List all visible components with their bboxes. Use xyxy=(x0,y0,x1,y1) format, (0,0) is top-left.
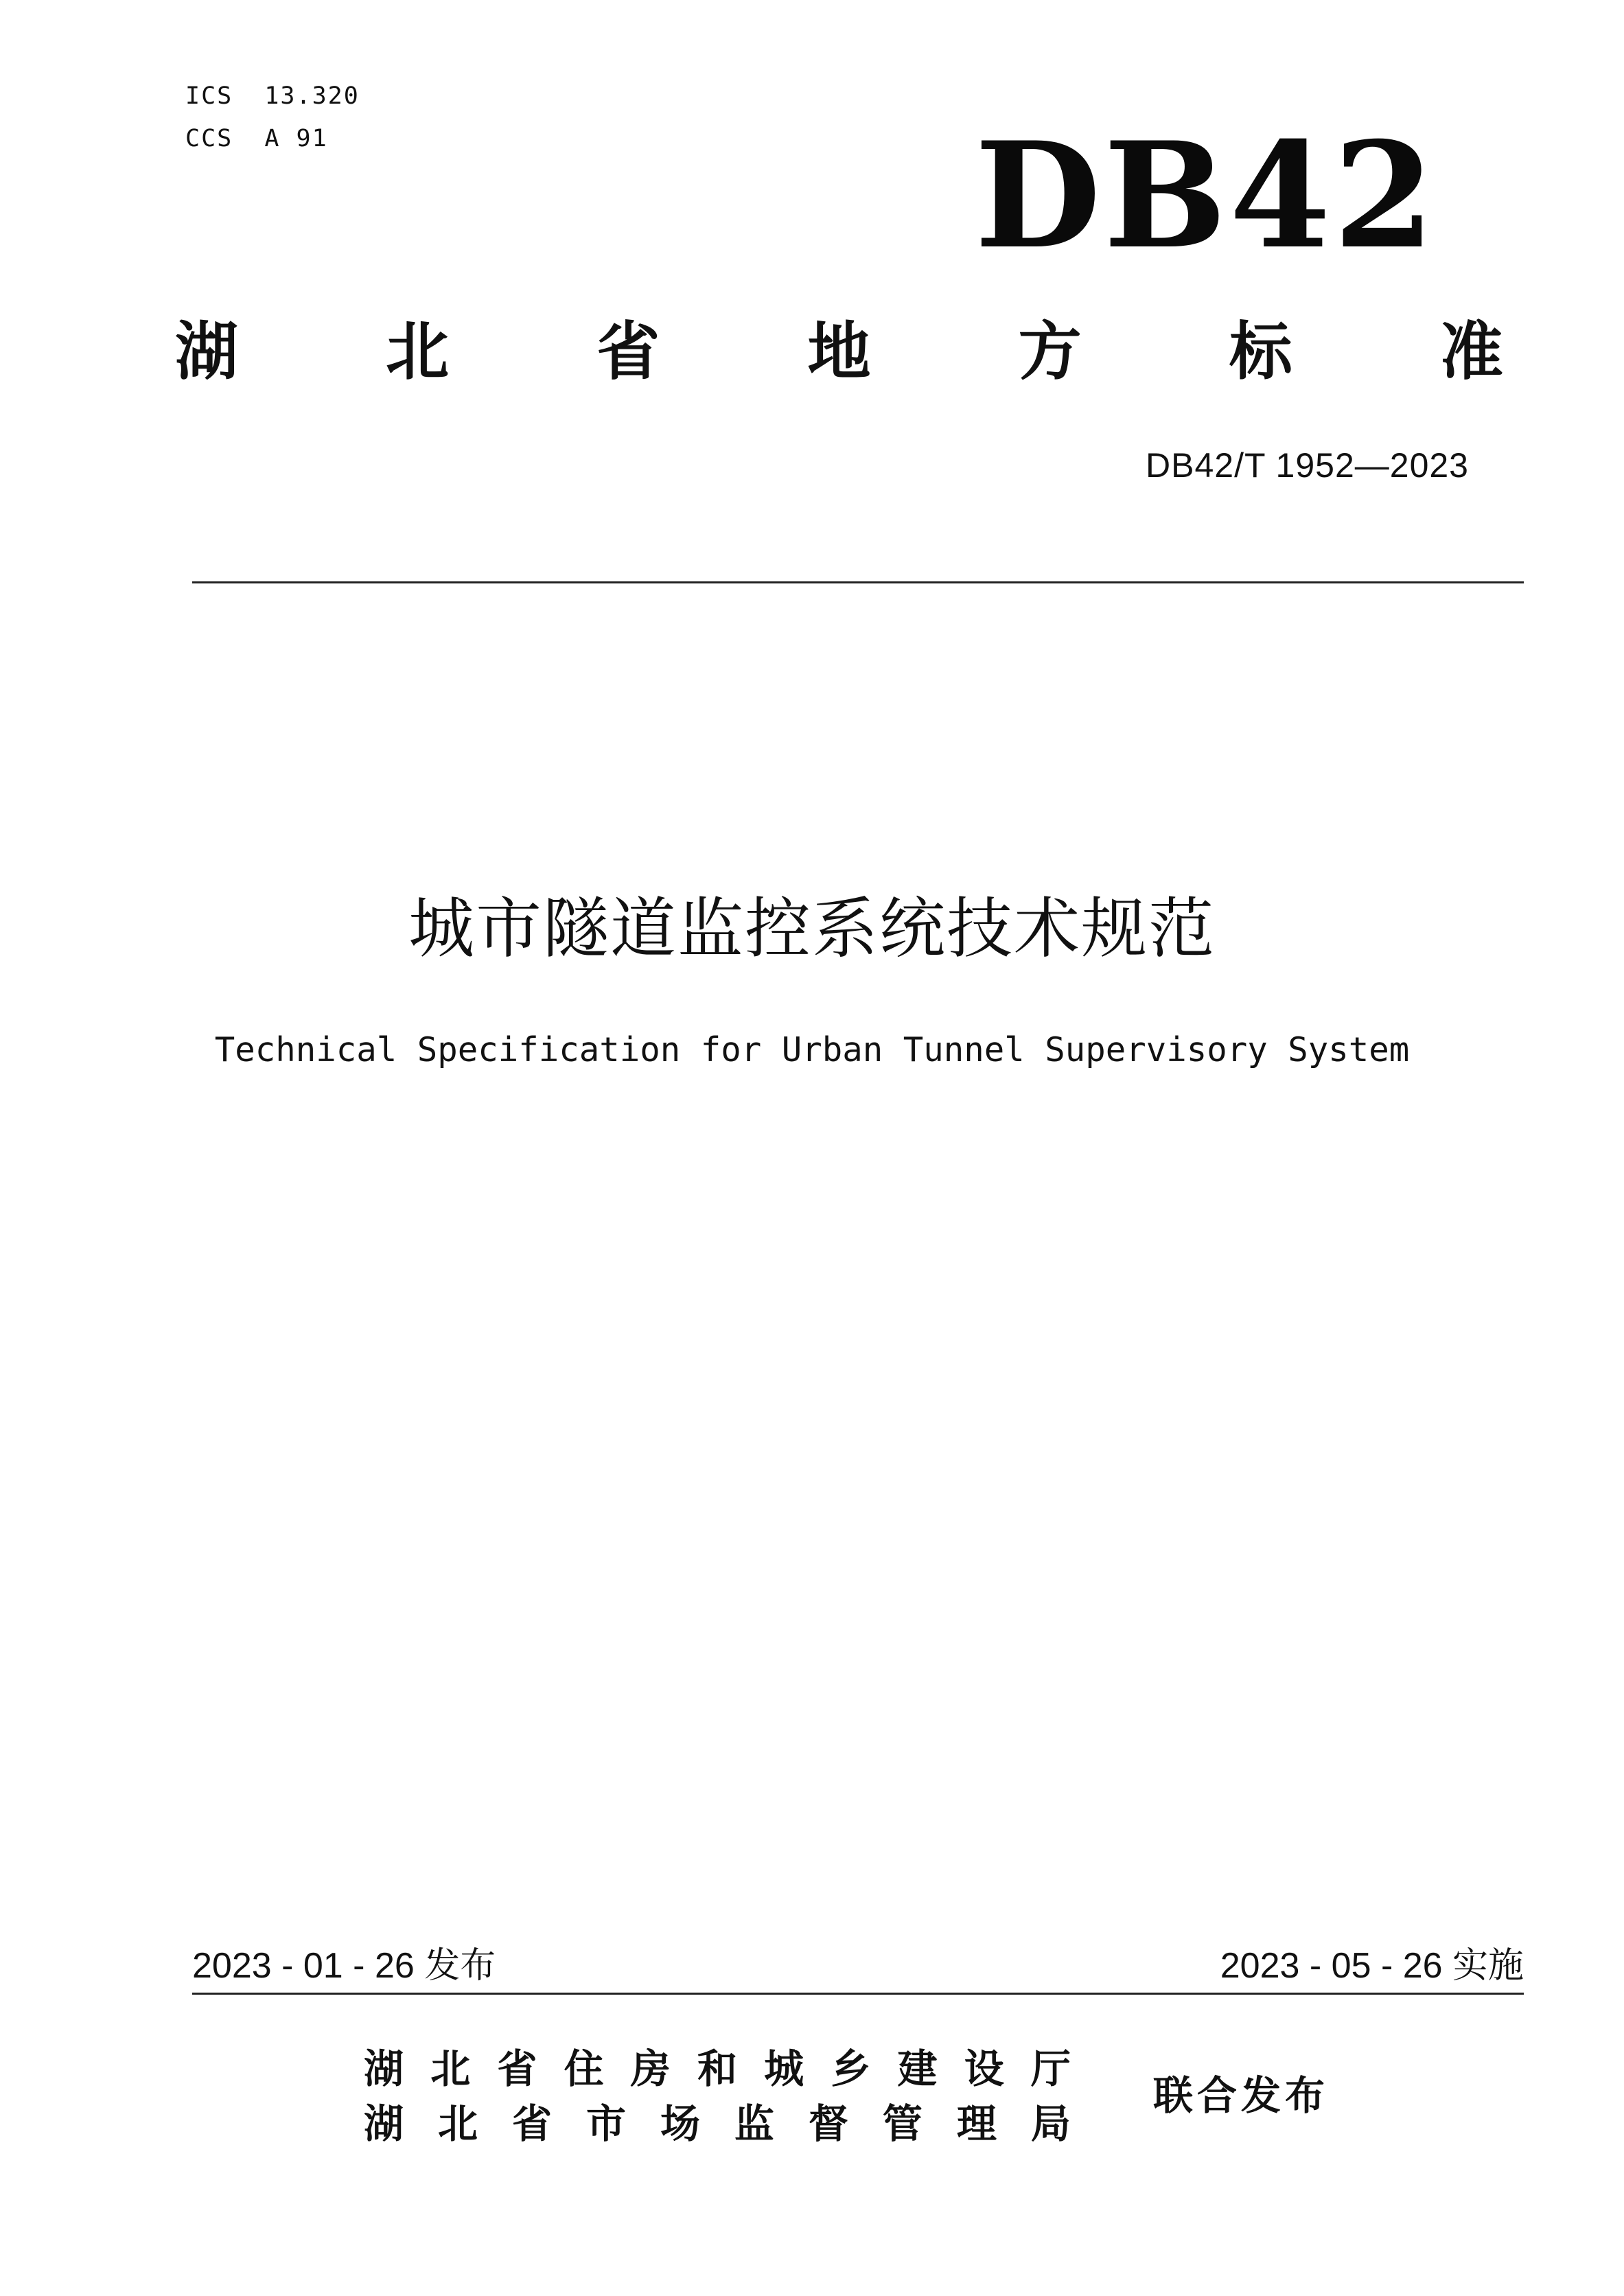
document-title-chinese: 城市隧道监控系统技术规范 xyxy=(408,890,1216,967)
standard-type-char: 准 xyxy=(1439,315,1503,389)
standard-number: DB42/T 1952—2023 xyxy=(1146,446,1469,485)
issuer-char: 理 xyxy=(956,2100,997,2147)
ccs-code: CCS A 91 xyxy=(185,125,328,152)
issuer-char: 房 xyxy=(630,2045,671,2092)
standard-type-char: 省 xyxy=(596,315,660,389)
standard-type-char: 地 xyxy=(807,315,871,389)
issuer-char: 湖 xyxy=(364,2100,404,2147)
bottom-divider xyxy=(192,1993,1524,1995)
standard-type-char: 标 xyxy=(1229,315,1292,389)
issuer-char: 监 xyxy=(734,2100,774,2147)
issuer-char: 厅 xyxy=(1030,2045,1071,2092)
issuer-housing-department xyxy=(364,2044,1071,2094)
release-date: 2023 - 01 - 26 发布 xyxy=(192,1946,496,1986)
issuer-char: 城 xyxy=(764,2045,804,2092)
issuer-char: 市 xyxy=(585,2100,626,2147)
ics-code: ICS 13.320 xyxy=(185,82,360,110)
issuer-char: 省 xyxy=(497,2045,537,2092)
issuer-char: 住 xyxy=(564,2045,604,2092)
issuer-market-supervision xyxy=(364,2099,1071,2148)
joint-issue-label: 联合发布 xyxy=(1153,2072,1330,2119)
issuer-char: 设 xyxy=(964,2045,1004,2092)
standard-type-char: 北 xyxy=(386,315,450,389)
issuer-char: 和 xyxy=(697,2045,737,2092)
issuer-char: 省 xyxy=(511,2100,552,2147)
db42-logo: DB42 xyxy=(975,110,1438,281)
issuer-char: 建 xyxy=(897,2045,938,2092)
issuer-char: 局 xyxy=(1030,2100,1071,2147)
standard-type-heading xyxy=(175,314,1503,390)
issuer-char: 督 xyxy=(808,2100,848,2147)
top-divider xyxy=(192,581,1524,583)
effective-date: 2023 - 05 - 26 实施 xyxy=(1220,1946,1524,1986)
issuer-char: 乡 xyxy=(831,2045,871,2092)
issuer-char: 场 xyxy=(660,2100,700,2147)
standard-type-char: 方 xyxy=(1018,315,1082,389)
issuer-char: 北 xyxy=(430,2045,471,2092)
issuer-char: 北 xyxy=(437,2100,478,2147)
standard-type-char: 湖 xyxy=(175,315,239,389)
document-title-english: Technical Specification for Urban Tunnel Supervisory System xyxy=(214,1030,1410,1069)
issuer-char: 管 xyxy=(882,2100,923,2147)
issuer-char: 湖 xyxy=(364,2045,404,2092)
